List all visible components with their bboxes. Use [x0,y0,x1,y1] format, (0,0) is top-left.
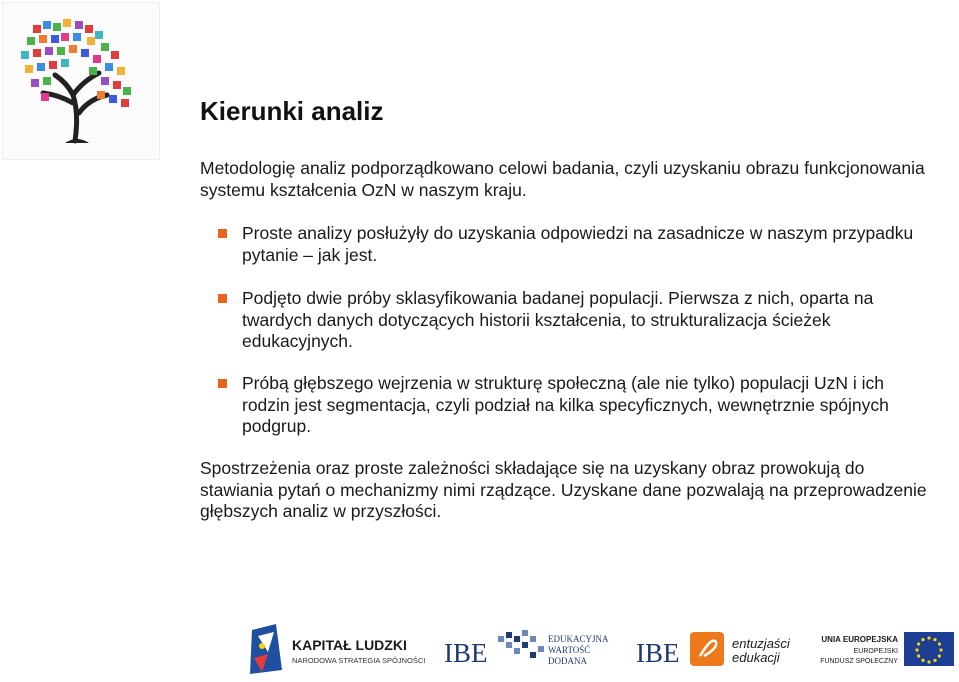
footer-logos [0,622,959,678]
ibe-ewd-logo [444,630,609,668]
tree-logo-image [2,2,160,160]
ewd-line-1: EDUKACYJNA [548,634,609,644]
kl-subtitle: NARODOWA STRATEGIA SPÓJNOŚCI [292,656,426,665]
conclusion-paragraph: Spostrzeżenia oraz proste zależności składające się na uzyskany obraz prowokują do stawiania pytań o mechanizmy nimi rządzące. Uzyskane dane pozwalają na przeprowadzenie głębszych analiz w przyszłości. [200,458,927,521]
bullet-item-1 [200,223,920,266]
ibe-entuzjasci-logo [636,632,791,668]
bullet-text: Próbą głębszego wejrzenia w strukturę społeczną (ale nie tylko) populacji UzN i ich rodzin jest segmentacja, czyli podział na kilka specyficznych, wewnętrznie spójnych podgrup. [242,373,889,436]
intro-paragraph: Metodologię analiz podporządkowano celowi badania, czyli uzyskaniu obrazu funkcjonowania systemu kształcenia OzN w naszym kraju. [200,158,925,200]
ent-line-1: entuzjaści [732,636,790,651]
kapital-ludzki-logo [250,624,425,674]
bullet-text: Proste analizy posłużyły do uzyskania odpowiedzi na zasadnicze w naszym przypadku pytanie – jak jest. [242,223,914,265]
ue-line-1: UNIA EUROPEJSKA [821,635,898,644]
square-bullet-icon [218,229,227,238]
ue-line-3: FUNDUSZ SPOŁECZNY [820,658,898,665]
ibe-wordmark: IBE [444,638,488,668]
square-bullet-icon [218,294,227,303]
ent-line-2: edukacji [732,650,780,665]
ibe-wordmark-2: IBE [636,638,680,668]
ewd-line-2: WARTOŚĆ [548,645,591,655]
ue-line-2: EUROPEJSKI [853,648,898,655]
square-bullet-icon [218,379,227,388]
bullet-text: Podjęto dwie próby sklasyfikowania badanej populacji. Pierwsza z nich, oparta na twardych danych dotyczących historii kształcenia, to strukturalizacja ścieżek edukacyjnych. [242,288,874,351]
bullet-item-2 [200,288,920,353]
tree-icon [3,3,159,159]
page-title: Kierunki analiz [200,96,384,126]
eu-logo [820,632,954,666]
kl-title: KAPITAŁ LUDZKI [292,637,407,653]
bullet-item-3 [200,373,920,438]
ewd-line-3: DODANA [548,656,587,666]
